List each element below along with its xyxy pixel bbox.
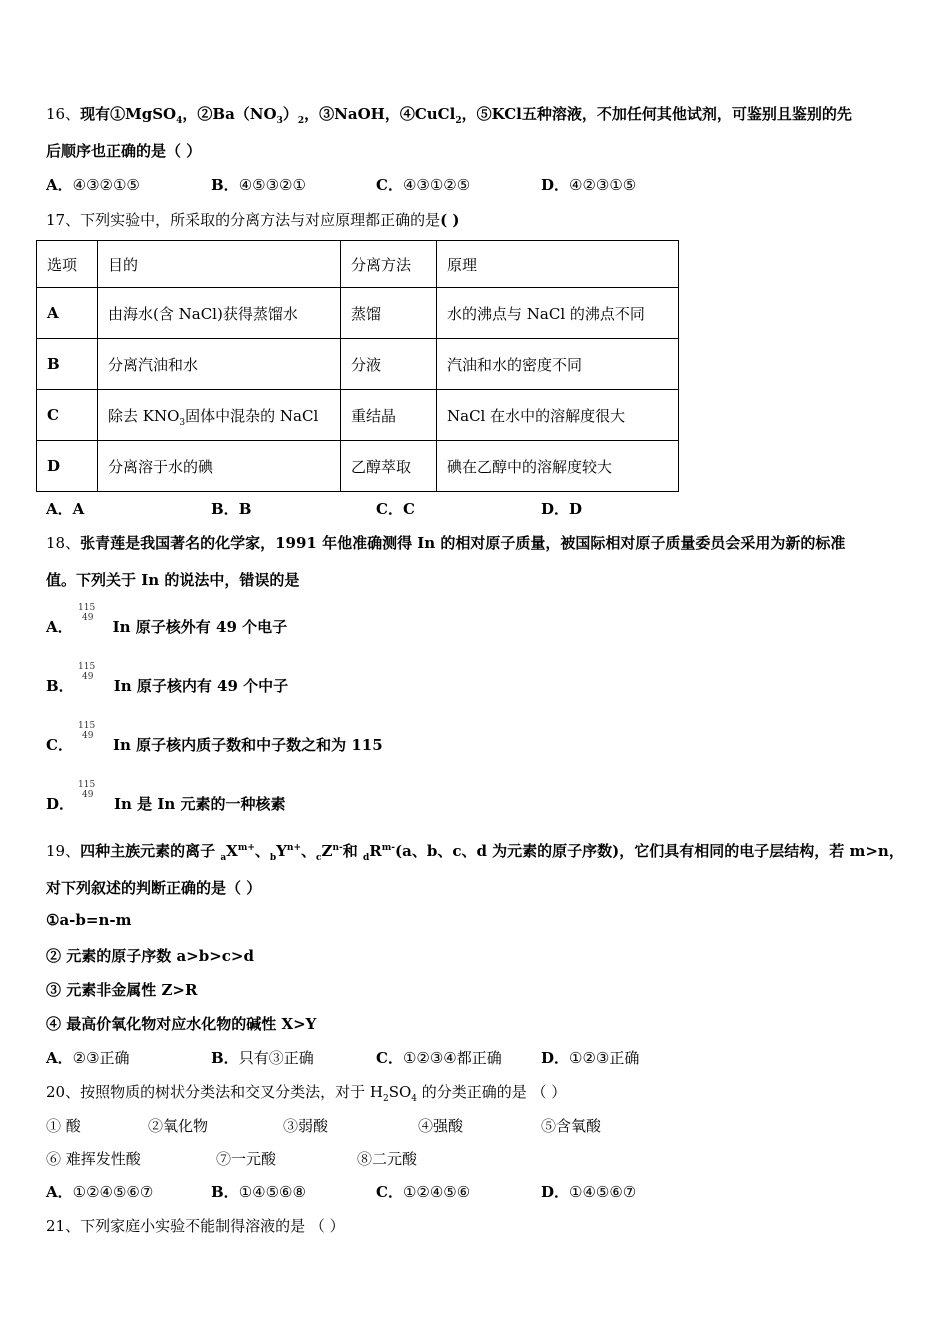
isotope-notation: 115 49 <box>78 662 96 682</box>
q20-choice-8: ⑧二元酸 <box>357 1150 418 1168</box>
q19-item-3: ③ 元素非金属性 Z>R <box>46 981 198 999</box>
q19-line2: 对下列叙述的判断正确的是（ ） <box>46 879 262 897</box>
table-header-row <box>37 241 679 288</box>
q18-line2: 值。下列关于 In 的说法中，错误的是 <box>46 571 300 589</box>
q20-choice-4: ④强酸 <box>418 1117 464 1135</box>
q19-line1: 19、四种主族元素的离子 $_aX^{m+}$、$_bY^{n+}$、$_cZ^{n-}$和 $_dR^{m-}(a$、b、c、d 为元素的原子序数)，它们具有相同的电子层结构，若 m>n， <box>46 842 904 863</box>
table-row: C 除去 $KNO_3$固体中混杂的 NaCl 重结晶 NaCl 在水中的溶解度很大 <box>37 390 679 441</box>
q19-item-4: ④ 最高价氧化物对应水化物的碱性 X>Y <box>46 1015 317 1033</box>
q19-item-2: ② 元素的原子序数 a>b>c>d <box>46 947 254 965</box>
q20-option-d[interactable]: D．①④⑤⑥⑦ <box>541 1183 637 1201</box>
q20-choice-3: ③弱酸 <box>283 1117 329 1135</box>
q20-choice-2: ②氧化物 <box>148 1117 209 1135</box>
q17-option-a[interactable]: A．A <box>46 500 85 518</box>
q16-line2: 后顺序也正确的是（ ） <box>46 142 202 160</box>
header-method: 分离方法 <box>341 241 437 288</box>
q16-line1: 16、现有①MgSO$_4$，$②Ba(NO_3)_2$，③NaOH，④CuCl$_2$，⑤KCl五种溶液，不加任何其他试剂，可鉴别且鉴别的先 <box>46 105 852 126</box>
q20-choice-5: ⑤含氧酸 <box>541 1117 602 1135</box>
q20-option-b[interactable]: B．①④⑤⑥⑧ <box>211 1183 306 1201</box>
q18-option-d[interactable]: D． In 是 In 元素的一种核素 <box>46 795 286 813</box>
header-goal: 目的 <box>98 241 341 288</box>
header-option: 选项 <box>37 241 98 288</box>
q19-item-1: ①a-b=n-m <box>46 911 132 929</box>
q20-choice-1: ① 酸 <box>46 1117 81 1135</box>
q18-option-a[interactable]: A． In 原子核外有 49 个电子 <box>46 618 288 636</box>
q19-option-d[interactable]: D．①②③正确 <box>541 1049 640 1067</box>
q17-stem: 17、下列实验中，所采取的分离方法与对应原理都正确的是( ) <box>46 211 460 229</box>
isotope-notation: 115 49 <box>78 721 96 741</box>
table-row: A 由海水(含 NaCl)获得蒸馏水 蒸馏 水的沸点与 NaCl 的沸点不同 <box>37 288 679 339</box>
isotope-notation: 115 49 <box>78 780 96 800</box>
q17-table <box>36 240 679 492</box>
q20-stem: 20、按照物质的树状分类法和交叉分类法，对于 $H_2SO_4$ 的分类正确的是 （ ） <box>46 1083 567 1104</box>
table-row: D 分离溶于水的碘 乙醇萃取 碘在乙醇中的溶解度较大 <box>37 441 679 492</box>
isotope-notation: 115 49 <box>78 603 96 623</box>
q16-option-b[interactable]: B．④⑤③②① <box>211 176 306 194</box>
q20-choice-6: ⑥ 难挥发性酸 <box>46 1150 141 1168</box>
q17-option-d[interactable]: D．D <box>541 500 583 518</box>
q16-option-d[interactable]: D．④②③①⑤ <box>541 176 637 194</box>
q18-line1: 18、张青莲是我国著名的化学家，1991 年他准确测得 In 的相对原子质量，被国际相对原子质量委员会采用为新的标准 <box>46 534 846 552</box>
q17-option-b[interactable]: B．B <box>211 500 252 518</box>
q17-option-c[interactable]: C．C <box>376 500 415 518</box>
q19-option-c[interactable]: C．①②③④都正确 <box>376 1049 502 1067</box>
table-row: B 分离汽油和水 分液 汽油和水的密度不同 <box>37 339 679 390</box>
q19-option-b[interactable]: B．只有③正确 <box>211 1049 314 1067</box>
q21-stem: 21、下列家庭小实验不能制得溶液的是 （ ） <box>46 1217 345 1235</box>
q18-option-c[interactable]: C． In 原子核内质子数和中子数之和为 115 <box>46 736 383 754</box>
q19-option-a[interactable]: A．②③正确 <box>46 1049 130 1067</box>
q16-option-c[interactable]: C．④③①②⑤ <box>376 176 471 194</box>
q20-choice-7: ⑦一元酸 <box>216 1150 277 1168</box>
q16-option-a[interactable]: A．④③②①⑤ <box>46 176 140 194</box>
q20-option-a[interactable]: A．①②④⑤⑥⑦ <box>46 1183 154 1201</box>
header-principle: 原理 <box>437 241 679 288</box>
q18-option-b[interactable]: B． In 原子核内有 49 个中子 <box>46 677 289 695</box>
q20-option-c[interactable]: C．①②④⑤⑥ <box>376 1183 471 1201</box>
